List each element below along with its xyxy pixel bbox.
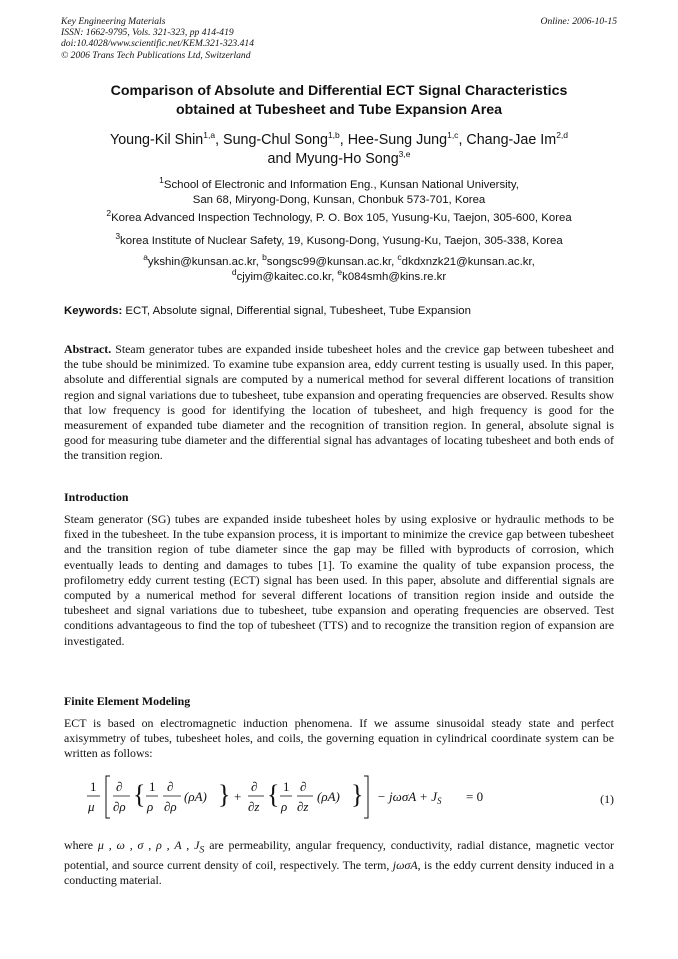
- eq-rho: ρ: [147, 799, 154, 814]
- email-link[interactable]: ykshin@kunsan.ac.kr,: [147, 256, 259, 268]
- section-heading-fem: Finite Element Modeling: [64, 694, 191, 708]
- eq-partial: ∂: [116, 779, 123, 794]
- email-list: [40, 252, 638, 285]
- paper-title: [40, 82, 638, 119]
- symbols-list: μ , ω , σ , ρ , A , J: [97, 838, 200, 852]
- svg-text:{: {: [133, 780, 146, 809]
- affiliation-sup: 3: [115, 231, 121, 242]
- author-sup: 1,a: [203, 130, 216, 141]
- fem-text: ECT is based on electromagnetic induction phenomena. If we assume sinusoidal steady state and perfect axisymmetry of tubes, tubesheet holes, and coils, the governing equation in cylindrical coordinate system can be written as follows:: [64, 716, 614, 761]
- email-sup: c: [397, 252, 402, 263]
- eq-one: 1: [283, 779, 290, 794]
- eq-partial-rho: ∂ρ: [164, 799, 177, 814]
- author-name: Young-Kil Shin: [109, 132, 204, 148]
- eq-partial: ∂: [300, 779, 307, 794]
- doi-line: doi:10.4028/www.scientific.net/KEM.321-323.414: [61, 38, 255, 50]
- eq-one: 1: [90, 779, 97, 794]
- affiliation-text: San 68, Miryong-Dong, Kunsan, Chonbuk 573-701, Korea: [192, 193, 486, 206]
- eq-partial: ∂: [167, 779, 174, 794]
- term-jwsa: jωσA: [392, 857, 418, 872]
- abstract-text: Steam generator tubes are expanded inside tubesheet holes and the crevice gap between tubesheet and the tube should be minimized. To examine tube expansion area, eddy current testing is usually used. In this paper, absolute and differential signals are computed by a numerical method for several different locations of transition region and signal variations due to tubesheet, tube expansion and operating frequencies are observed. Results show that low frequency is good for identifying the location of tubesheet, and high frequency is good for the measurement of expanded tube diameter and the recognition of transition region. In general, absolute signal is good for measuring tube diameter and the differential signal has advantages of locating tubesheet and both ends of the transition region.: [64, 342, 614, 463]
- abstract: [64, 342, 614, 464]
- eq-mu: μ: [88, 799, 95, 814]
- svg-text:}: }: [218, 780, 231, 809]
- symbols-sub: S: [199, 844, 205, 856]
- symbols-definition: [64, 838, 614, 888]
- eq-rho-a: (ρA): [317, 789, 340, 804]
- affiliation-3: [40, 231, 638, 249]
- affiliation-1: [40, 175, 638, 207]
- email-link[interactable]: dkdxnzk21@kunsan.ac.kr,: [401, 256, 535, 268]
- journal-name: Key Engineering Materials: [61, 16, 166, 27]
- symbols-pre: where: [64, 838, 94, 852]
- eq-rho-a: (ρA): [184, 789, 207, 804]
- author-and: and: [267, 150, 292, 167]
- affiliation-2: [40, 208, 638, 226]
- author-list: [40, 131, 638, 168]
- symbols-post: are permeability, angular frequency, conductivity, radial distance, magnetic vector potential, and source current density of coil, respectively. The term,: [64, 838, 614, 872]
- keywords: [64, 305, 471, 317]
- affiliation-text: School of Electronic and Information Eng., Kunsan National University,: [163, 179, 519, 191]
- keywords-label: Keywords:: [64, 305, 123, 317]
- svg-text:}: }: [351, 780, 364, 809]
- svg-text:{: {: [267, 780, 280, 809]
- affiliation-sup: 2: [106, 208, 112, 219]
- author-line-2: [40, 150, 638, 169]
- author-sup: 3,e: [398, 148, 411, 159]
- governing-equation: [86, 772, 616, 824]
- copyright-line: © 2006 Trans Tech Publications Ltd, Switzerland: [61, 49, 251, 61]
- eq-equals-zero: = 0: [466, 789, 484, 804]
- email-sup: d: [231, 267, 237, 278]
- eq-rho: ρ: [281, 799, 288, 814]
- title-line-2: obtained at Tubesheet and Tube Expansion Area: [175, 101, 503, 118]
- section-heading-introduction: Introduction: [64, 490, 129, 504]
- author-name: Sung-Chul Song: [223, 132, 328, 148]
- email-link[interactable]: k084smh@kins.re.kr: [342, 271, 447, 283]
- author-name: Chang-Jae Im: [466, 132, 557, 148]
- author-name: Myung-Ho Song: [295, 150, 399, 167]
- email-link[interactable]: songsc99@kunsan.ac.kr,: [266, 256, 395, 268]
- affiliation-text: Korea Advanced Inspection Technology, P. O. Box 105, Yusung-Ku, Taejon, 305-600, Korea: [111, 212, 572, 224]
- online-date: Online: 2006-10-15: [540, 16, 617, 27]
- email-link[interactable]: cjyim@kaitec.co.kr,: [236, 271, 335, 283]
- eq-plus: +: [234, 789, 242, 804]
- author-sup: 2,d: [556, 130, 569, 141]
- eq-one: 1: [149, 779, 156, 794]
- author-sup: 1,b: [327, 130, 340, 141]
- term-post: , is the eddy current density induced in a conducting material.: [64, 857, 615, 887]
- keywords-text: ECT, Absolute signal, Differential signal, Tubesheet, Tube Expansion: [125, 305, 471, 317]
- eq-rest: − $j\omega\sigma A + J_S$: [377, 789, 442, 806]
- affiliation-text: korea Institute of Nuclear Safety, 19, Kusong-Dong, Yusung-Ku, Taejon, 305-338, Korea: [120, 235, 563, 247]
- email-sup: e: [337, 267, 343, 278]
- issn-line: ISSN: 1662-9795, Vols. 321-323, pp 414-419: [61, 27, 234, 39]
- affiliation-sup: 1: [159, 175, 164, 186]
- email-sup: b: [262, 252, 267, 263]
- eq-partial-z: ∂z: [248, 799, 260, 814]
- author-sup: 1,c: [447, 130, 459, 141]
- email-sup: a: [143, 252, 148, 263]
- journal-header: [61, 16, 254, 61]
- eq-partial: ∂: [251, 779, 258, 794]
- eq-partial-rho: ∂ρ: [113, 799, 126, 814]
- introduction-text: Steam generator (SG) tubes are expanded inside tubesheet holes by using explosive or hydraulic methods to be fixed in the tubesheet. In the tube expansion process, it is important to minimize the crevice gap between tubesheet and the transition region of tube diameter since the gap may be filled with byproducts of corrosion, which eventually leads to denting and damages to tubes [1]. To examine the quality of tube expansion process, the profilometry eddy current testing (ECT) signal has been used. In this paper, absolute and differential signals are computed by a numerical method for several different locations of transition region inside and outside the tubesheet and signal variations due to tubesheet, tube expansion and operating frequencies are observed. Test conditions advantageous to find the top of tubesheet (TTS) and to recognize the transition region of expansion are investigated.: [64, 512, 614, 648]
- abstract-label: Abstract.: [64, 342, 112, 356]
- equation-number: (1): [600, 792, 614, 806]
- title-line-1: Comparison of Absolute and Differential ECT Signal Characteristics: [110, 83, 568, 99]
- author-line-1: Young-Kil Shin$^{1,a}$, Sung-Chul Song$^{1,b}$, Hee-Sung Jung$^{1,c}$, Chang-Jae Im$^{2,d}$: [109, 130, 569, 148]
- author-name: Hee-Sung Jung: [347, 132, 448, 148]
- eq-partial-z: ∂z: [297, 799, 309, 814]
